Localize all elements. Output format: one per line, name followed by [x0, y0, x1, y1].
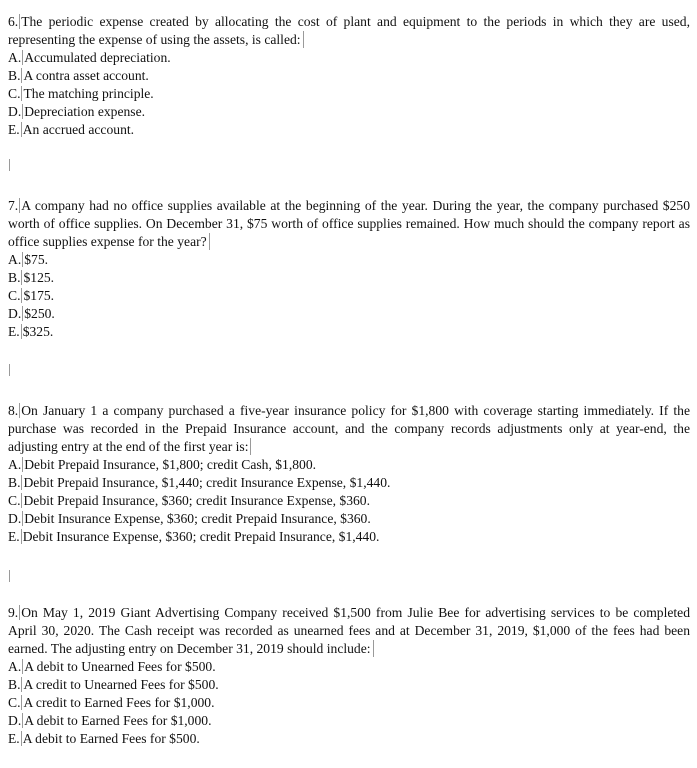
section-divider [9, 364, 10, 376]
option-c[interactable] [8, 85, 690, 103]
option-e[interactable] [8, 730, 690, 748]
option-a[interactable] [8, 658, 690, 676]
option-text: $125. [23, 270, 55, 285]
question-stem [8, 402, 690, 456]
question-text: A company had no office supplies available at the beginning of the year. During the year, the company purchased $250 worth of office supplies. On December 31, $75 worth of office supplies remained. How much should the company report as office supplies expense for the year? [8, 198, 690, 249]
question-7 [8, 197, 690, 341]
option-letter: B. [8, 677, 21, 692]
option-text: $325. [22, 324, 54, 339]
question-stem [8, 13, 690, 49]
question-number: 7. [8, 198, 19, 213]
option-letter: B. [8, 68, 21, 83]
option-letter: D. [8, 713, 22, 728]
question-8 [8, 402, 690, 546]
option-text: Depreciation expense. [24, 104, 145, 119]
option-letter: C. [8, 288, 21, 303]
option-letter: C. [8, 493, 21, 508]
option-letter: A. [8, 659, 22, 674]
option-letter: B. [8, 475, 21, 490]
option-text: A credit to Unearned Fees for $500. [23, 677, 219, 692]
option-letter: C. [8, 695, 21, 710]
option-b[interactable] [8, 67, 690, 85]
option-letter: E. [8, 324, 20, 339]
option-c[interactable] [8, 287, 690, 305]
option-text: A contra asset account. [23, 68, 149, 83]
question-number: 9. [8, 605, 19, 620]
option-a[interactable] [8, 456, 690, 474]
option-text: $175. [23, 288, 55, 303]
option-text: The matching principle. [23, 86, 154, 101]
option-text: $250. [24, 306, 55, 321]
option-a[interactable] [8, 49, 690, 67]
section-divider [9, 570, 10, 582]
option-text: A debit to Unearned Fees for $500. [24, 659, 216, 674]
option-text: Debit Insurance Expense, $360; credit Prepaid Insurance, $1,440. [22, 529, 380, 544]
question-text: On May 1, 2019 Giant Advertising Company received $1,500 from Julie Bee for advertising services to be completed April 30, 2020. The Cash receipt was recorded as unearned fees and at December 31, 2019, $1,000 of the fees had been earned. The adjusting entry on December 31, 2019 should include: [8, 605, 690, 656]
option-e[interactable] [8, 528, 690, 546]
option-letter: E. [8, 529, 20, 544]
option-text: Debit Prepaid Insurance, $360; credit Insurance Expense, $360. [23, 493, 370, 508]
question-6 [8, 13, 690, 139]
option-letter: A. [8, 50, 22, 65]
option-c[interactable] [8, 694, 690, 712]
question-number: 6. [8, 14, 19, 29]
question-number: 8. [8, 403, 19, 418]
text-cursor [209, 233, 210, 250]
option-d[interactable] [8, 305, 690, 323]
text-cursor [250, 438, 251, 455]
option-c[interactable] [8, 492, 690, 510]
option-text: A credit to Earned Fees for $1,000. [23, 695, 215, 710]
option-text: Accumulated depreciation. [24, 50, 171, 65]
text-cursor [303, 31, 304, 48]
option-text: An accrued account. [22, 122, 135, 137]
option-e[interactable] [8, 121, 690, 139]
option-letter: B. [8, 270, 21, 285]
option-letter: A. [8, 252, 22, 267]
option-text: Debit Prepaid Insurance, $1,440; credit Insurance Expense, $1,440. [23, 475, 391, 490]
option-e[interactable] [8, 323, 690, 341]
option-d[interactable] [8, 510, 690, 528]
text-cursor [373, 640, 374, 657]
option-letter: A. [8, 457, 22, 472]
option-letter: D. [8, 511, 22, 526]
option-d[interactable] [8, 712, 690, 730]
option-letter: E. [8, 122, 20, 137]
option-b[interactable] [8, 676, 690, 694]
option-letter: C. [8, 86, 21, 101]
option-d[interactable] [8, 103, 690, 121]
option-letter: D. [8, 306, 22, 321]
option-text: Debit Prepaid Insurance, $1,800; credit Cash, $1,800. [24, 457, 317, 472]
question-text: The periodic expense created by allocating the cost of plant and equipment to the periods in which they are used, representing the expense of using the assets, is called: [8, 14, 690, 47]
option-letter: D. [8, 104, 22, 119]
option-b[interactable] [8, 474, 690, 492]
option-a[interactable] [8, 251, 690, 269]
option-text: A debit to Earned Fees for $1,000. [24, 713, 212, 728]
option-text: $75. [24, 252, 49, 267]
section-divider [9, 159, 10, 171]
option-letter: E. [8, 731, 20, 746]
option-text: Debit Insurance Expense, $360; credit Prepaid Insurance, $360. [24, 511, 371, 526]
question-stem [8, 197, 690, 251]
option-text: A debit to Earned Fees for $500. [22, 731, 200, 746]
question-9 [8, 604, 690, 748]
question-text: On January 1 a company purchased a five-year insurance policy for $1,800 with coverage starting immediately. If the purchase was recorded in the Prepaid Insurance account, and the company records adjustments only at year-end, the adjusting entry at the end of the first year is: [8, 403, 690, 454]
question-stem [8, 604, 690, 658]
option-b[interactable] [8, 269, 690, 287]
